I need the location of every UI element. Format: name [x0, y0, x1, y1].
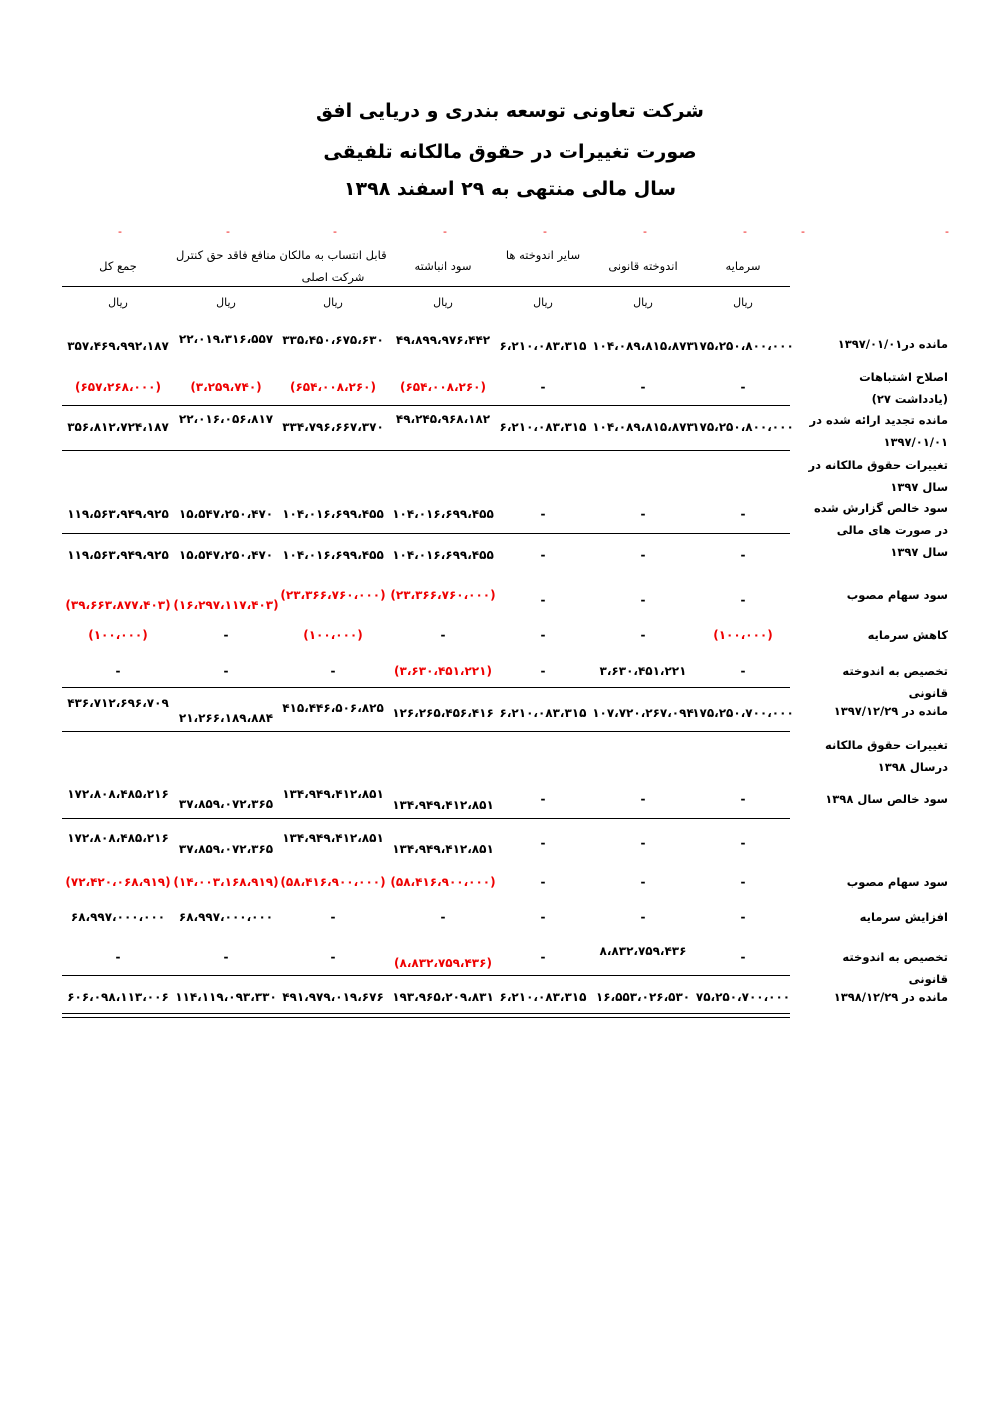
- table-cell: -: [740, 792, 746, 806]
- table-cell: ۳۷،۸۵۹،۰۷۲،۳۶۵: [178, 797, 274, 811]
- table-rule: [62, 1017, 790, 1018]
- table-cell: ۶،۲۱۰،۰۸۳،۳۱۵: [499, 990, 587, 1004]
- table-cell: (۵۸،۴۱۶،۹۰۰،۰۰۰): [280, 875, 386, 889]
- table-cell: -: [540, 875, 546, 889]
- table-rule: [62, 1013, 790, 1014]
- divider-mark: -: [801, 225, 805, 238]
- table-rule: [62, 405, 790, 406]
- table-cell: ۳۷،۸۵۹،۰۷۲،۳۶۵: [178, 842, 274, 856]
- table-cell: ۲۲،۰۱۶،۰۵۶،۸۱۷: [178, 412, 274, 426]
- row-label: تخصیص به اندوخته قانونی: [842, 664, 948, 700]
- table-cell: ۶۰۶،۰۹۸،۱۱۳،۰۰۶: [67, 990, 169, 1004]
- table-cell: ۶۸،۹۹۷،۰۰۰،۰۰۰: [178, 910, 274, 924]
- unit-label: ریال: [633, 296, 653, 309]
- row-label: سود خالص گزارش شده در صورت های مالی سال ۱۳۹۷: [813, 501, 948, 559]
- divider-mark: -: [543, 225, 547, 238]
- table-cell: (۸،۸۳۲،۷۵۹،۴۳۶): [394, 956, 492, 970]
- table-cell: -: [540, 628, 546, 642]
- period-title: سال مالی منتهی به ۲۹ اسفند ۱۳۹۸: [343, 178, 677, 200]
- table-cell: (۱۰۰،۰۰۰): [713, 628, 773, 642]
- table-cell: -: [540, 950, 546, 964]
- table-cell: ۴۳۶،۷۱۲،۶۹۶،۷۰۹: [67, 696, 169, 710]
- table-cell: -: [540, 380, 546, 394]
- table-cell: -: [540, 664, 546, 678]
- table-cell: (۳۹،۶۶۳،۸۷۷،۴۰۳): [65, 598, 171, 612]
- row-label: مانده در۱۳۹۷/۰۱/۰۱: [837, 337, 948, 351]
- divider-mark: -: [226, 225, 230, 238]
- table-cell: ۲۲،۰۱۹،۳۱۶،۵۵۷: [178, 332, 274, 346]
- table-cell: ۱۳۴،۹۴۹،۴۱۲،۸۵۱: [282, 831, 384, 845]
- table-cell: ۱۷۵،۲۵۰،۸۰۰،۰۰۰: [692, 339, 794, 353]
- table-cell: ۱۰۴،۰۸۹،۸۱۵،۸۷۳: [592, 420, 694, 434]
- table-cell: ۱۷۵،۲۵۰،۸۰۰،۰۰۰: [692, 420, 794, 434]
- unit-label: ریال: [216, 296, 236, 309]
- unit-label: ریال: [323, 296, 343, 309]
- table-cell: -: [740, 950, 746, 964]
- table-cell: ۱۹۳،۹۶۵،۲۰۹،۸۳۱: [392, 990, 494, 1004]
- table-cell: ۴۹،۸۹۹،۹۷۶،۴۴۲: [395, 333, 491, 347]
- table-cell: ۸،۸۳۲،۷۵۹،۴۳۶: [599, 944, 687, 958]
- row-label: مانده در ۱۳۹۷/۱۲/۲۹: [833, 704, 948, 718]
- table-rule: [62, 818, 790, 819]
- table-cell: (۲۳،۳۶۶،۷۶۰،۰۰۰): [280, 588, 386, 602]
- table-cell: ۴۹،۲۴۵،۹۶۸،۱۸۲: [395, 412, 491, 426]
- table-cell: ۱۱۹،۵۶۳،۹۴۹،۹۲۵: [67, 548, 169, 562]
- divider-mark: -: [443, 225, 447, 238]
- column-header: سرمایه: [725, 259, 761, 273]
- table-rule: [62, 286, 790, 287]
- table-cell: -: [640, 910, 646, 924]
- table-cell: (۱۰۰،۰۰۰): [88, 628, 148, 642]
- table-cell: (۵۸،۴۱۶،۹۰۰،۰۰۰): [390, 875, 496, 889]
- table-cell: ۱۷۲،۸۰۸،۴۸۵،۲۱۶: [67, 831, 169, 845]
- row-label: سود خالص سال ۱۳۹۸: [825, 792, 948, 806]
- table-rule: [62, 975, 790, 976]
- row-label: اصلاح اشتباهات (یادداشت ۲۷): [859, 370, 948, 406]
- table-cell: -: [640, 792, 646, 806]
- table-cell: (۶۵۷،۲۶۸،۰۰۰): [74, 380, 161, 394]
- table-cell: -: [330, 664, 336, 678]
- table-cell: -: [740, 664, 746, 678]
- table-cell: (۷۲،۴۲۰،۰۶۸،۹۱۹): [65, 875, 171, 889]
- table-cell: -: [640, 507, 646, 521]
- table-cell: -: [640, 628, 646, 642]
- table-cell: ۱۰۷،۷۲۰،۲۶۷،۰۹۴: [592, 706, 694, 720]
- row-label: کاهش سرمایه: [867, 628, 948, 642]
- table-cell: (۶۵۴،۰۰۸،۲۶۰): [289, 380, 376, 394]
- table-cell: ۷۵،۲۵۰،۷۰۰،۰۰۰: [695, 990, 791, 1004]
- table-cell: ۴۱۵،۴۴۶،۵۰۶،۸۲۵: [282, 701, 384, 715]
- table-cell: (۱۶،۲۹۷،۱۱۷،۴۰۳): [173, 598, 279, 612]
- table-rule: [62, 731, 790, 732]
- table-cell: ۱۰۴،۰۱۶،۶۹۹،۴۵۵: [282, 548, 384, 562]
- row-label: سود سهام مصوب: [846, 588, 948, 602]
- table-cell: ۱۰۴،۰۱۶،۶۹۹،۴۵۵: [392, 548, 494, 562]
- table-cell: -: [115, 664, 121, 678]
- table-cell: -: [640, 380, 646, 394]
- table-cell: ۳۵۶،۸۱۲،۷۲۴،۱۸۷: [67, 420, 169, 434]
- table-cell: -: [223, 628, 229, 642]
- column-header: اندوخته قانونی: [608, 259, 678, 273]
- table-cell: -: [540, 836, 546, 850]
- table-cell: -: [330, 950, 336, 964]
- column-header: سایر اندوخته ها: [505, 248, 581, 262]
- table-cell: ۱۳۴،۹۴۹،۴۱۲،۸۵۱: [392, 842, 494, 856]
- table-cell: -: [740, 548, 746, 562]
- table-rule: [62, 687, 790, 688]
- table-cell: -: [740, 875, 746, 889]
- table-cell: ۱۷۵،۲۵۰،۷۰۰،۰۰۰: [692, 706, 794, 720]
- column-header: جمع کل: [99, 259, 137, 273]
- table-cell: (۳،۲۵۹،۷۴۰): [190, 380, 262, 394]
- table-cell: -: [440, 910, 446, 924]
- table-cell: ۴۹۱،۹۷۹،۰۱۹،۶۷۶: [282, 990, 384, 1004]
- table-cell: -: [740, 836, 746, 850]
- table-cell: -: [740, 910, 746, 924]
- table-cell: -: [540, 548, 546, 562]
- column-header: منافع فاقد حق کنترل: [175, 248, 277, 262]
- row-label: تغییرات حقوق مالکانه درسال ۱۳۹۸: [825, 738, 948, 774]
- divider-mark: -: [333, 225, 337, 238]
- table-cell: ۱۵،۵۴۷،۲۵۰،۴۷۰: [178, 507, 274, 521]
- table-cell: ۳۵۷،۴۶۹،۹۹۲،۱۸۷: [67, 339, 169, 353]
- table-cell: -: [115, 950, 121, 964]
- table-cell: -: [540, 507, 546, 521]
- table-cell: (۳،۶۳۰،۴۵۱،۲۲۱): [394, 664, 492, 678]
- table-cell: -: [740, 507, 746, 521]
- table-cell: ۶،۲۱۰،۰۸۳،۳۱۵: [499, 420, 587, 434]
- company-title: شرکت تعاونی توسعه بندری و دریایی افق: [316, 100, 704, 122]
- table-cell: -: [640, 836, 646, 850]
- row-label: سود سهام مصوب: [846, 875, 948, 889]
- row-label: مانده در ۱۳۹۸/۱۲/۲۹: [833, 990, 948, 1004]
- table-cell: ۱۶،۵۵۳،۰۲۶،۵۳۰: [595, 990, 691, 1004]
- divider-mark: -: [643, 225, 647, 238]
- table-cell: (۱۴،۰۰۳،۱۶۸،۹۱۹): [173, 875, 279, 889]
- table-cell: -: [640, 548, 646, 562]
- table-cell: -: [540, 792, 546, 806]
- table-cell: -: [540, 593, 546, 607]
- table-cell: -: [740, 380, 746, 394]
- table-cell: ۳،۶۳۰،۴۵۱،۲۲۱: [599, 664, 687, 678]
- table-cell: ۱۳۴،۹۴۹،۴۱۲،۸۵۱: [392, 798, 494, 812]
- table-cell: ۱۱۴،۱۱۹،۰۹۳،۳۳۰: [175, 990, 277, 1004]
- table-cell: -: [440, 628, 446, 642]
- table-cell: ۲۱،۲۶۶،۱۸۹،۸۸۴: [178, 711, 274, 725]
- unit-label: ریال: [533, 296, 553, 309]
- table-cell: -: [740, 593, 746, 607]
- table-cell: ۱۰۴،۰۱۶،۶۹۹،۴۵۵: [392, 507, 494, 521]
- table-cell: ۳۳۵،۴۵۰،۶۷۵،۶۳۰: [282, 333, 384, 347]
- table-cell: ۱۲۶،۲۶۵،۴۵۶،۴۱۶: [392, 706, 494, 720]
- table-cell: ۱۱۹،۵۶۳،۹۴۹،۹۲۵: [67, 507, 169, 521]
- table-rule: [62, 533, 790, 534]
- table-cell: ۱۷۲،۸۰۸،۴۸۵،۲۱۶: [67, 787, 169, 801]
- row-label: مانده تجدید ارائه شده در ۱۳۹۷/۰۱/۰۱: [809, 413, 948, 449]
- table-cell: ۱۰۴،۰۱۶،۶۹۹،۴۵۵: [282, 507, 384, 521]
- table-cell: ۱۰۴،۰۸۹،۸۱۵،۸۷۳: [592, 339, 694, 353]
- table-cell: -: [640, 593, 646, 607]
- table-rule: [62, 450, 790, 451]
- column-header: سود انباشته: [414, 259, 472, 273]
- table-cell: ۱۳۴،۹۴۹،۴۱۲،۸۵۱: [282, 787, 384, 801]
- unit-label: ریال: [733, 296, 753, 309]
- table-cell: (۱۰۰،۰۰۰): [303, 628, 363, 642]
- table-cell: ۶،۲۱۰،۰۸۳،۳۱۵: [499, 339, 587, 353]
- unit-label: ریال: [108, 296, 128, 309]
- column-header: قابل انتساب به مالکان شرکت اصلی: [279, 248, 387, 284]
- statement-title: صورت تغییرات در حقوق مالکانه تلفیقی: [323, 141, 697, 163]
- unit-label: ریال: [433, 296, 453, 309]
- table-cell: ۶،۲۱۰،۰۸۳،۳۱۵: [499, 706, 587, 720]
- table-cell: -: [223, 664, 229, 678]
- row-label: تغییرات حقوق مالکانه در سال ۱۳۹۷: [808, 458, 948, 494]
- table-cell: -: [330, 910, 336, 924]
- table-cell: -: [540, 910, 546, 924]
- table-cell: ۳۳۴،۷۹۶،۶۶۷،۳۷۰: [282, 420, 384, 434]
- divider-mark: -: [118, 225, 122, 238]
- divider-mark: -: [945, 225, 949, 238]
- table-cell: ۱۵،۵۴۷،۲۵۰،۴۷۰: [178, 548, 274, 562]
- row-label: افزایش سرمایه: [859, 910, 948, 924]
- table-cell: (۶۵۴،۰۰۸،۲۶۰): [399, 380, 486, 394]
- table-cell: -: [640, 875, 646, 889]
- table-cell: -: [223, 950, 229, 964]
- row-label: تخصیص به اندوخته قانونی: [842, 950, 948, 986]
- divider-mark: -: [743, 225, 747, 238]
- table-cell: ۶۸،۹۹۷،۰۰۰،۰۰۰: [70, 910, 166, 924]
- table-cell: (۲۳،۳۶۶،۷۶۰،۰۰۰): [390, 588, 496, 602]
